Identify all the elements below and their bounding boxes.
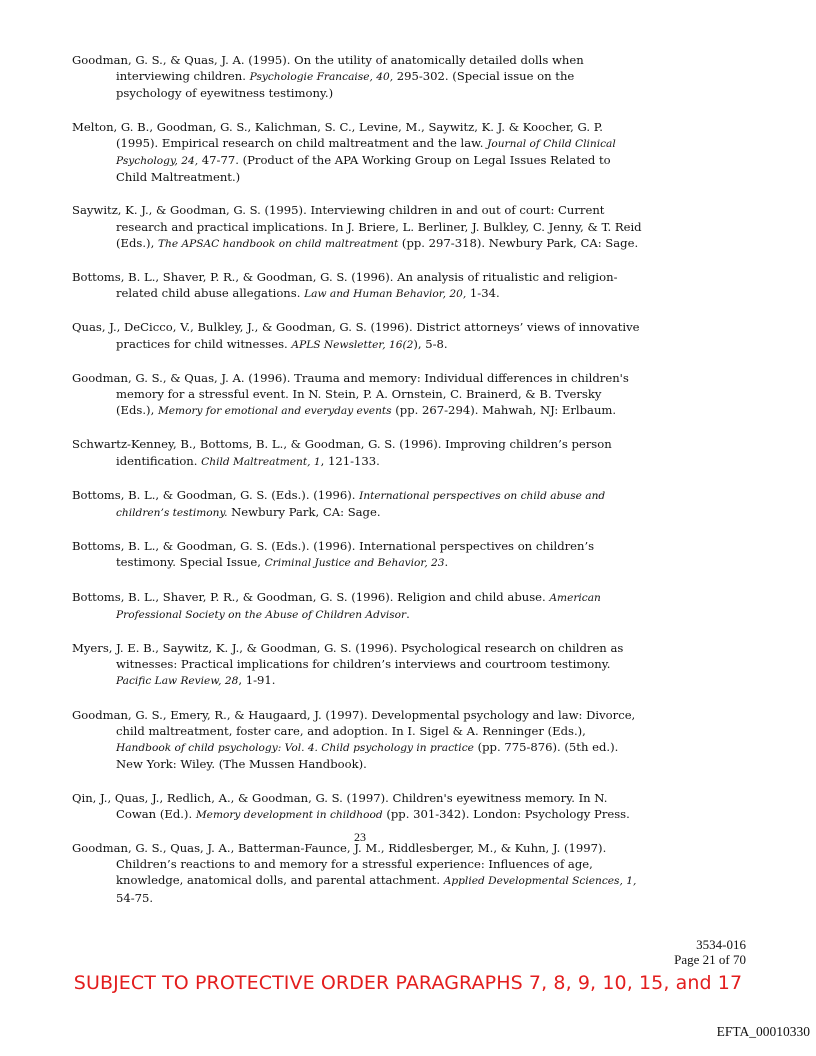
- reference-source: Journal of Child Clinical Psychology, 24,: [116, 137, 616, 168]
- reference-source: International perspectives on child abuse and children’s testimony.: [116, 489, 606, 520]
- reference-entry: [72, 436, 642, 469]
- reference-text-end: ), 5-8.: [413, 336, 448, 351]
- reference-text-end: 295-302. (Special issue on the psychology of eyewitness testimony.): [116, 69, 575, 101]
- reference-text-end: (pp. 267-294). Mahwah, NJ: Erlbaum.: [391, 403, 617, 418]
- reference-text: Goodman, G. S., Quas, J. A., Batterman-Faunce, J. M., Riddlesberger, M., & Kuhn, J. (1997). Children’s reactions to and memory for a stressful experience: Influences of age, knowledge, anatomical dolls, and parental attachment.: [72, 840, 607, 888]
- reference-source: Memory for emotional and everyday events: [157, 405, 392, 418]
- reference-text: Bottoms, B. L., Shaver, P. R., & Goodman, G. S. (1996). Religion and child abuse.: [72, 589, 550, 604]
- reference-text: Goodman, G. S., & Quas, J. A. (1995). On the utility of anatomically detailed dolls when interviewing children.: [72, 53, 584, 84]
- reference-entry: [72, 640, 642, 690]
- reference-text: Qin, J., Quas, J., Redlich, A., & Goodman, G. S. (1997). Children's eyewitness memory. In N. Cowan (Ed.).: [72, 790, 608, 821]
- reference-source: Memory development in childhood: [195, 808, 383, 821]
- reference-source: Child Maltreatment, 1: [201, 455, 321, 468]
- reference-source: Applied Developmental Sciences, 1,: [443, 875, 637, 888]
- reference-text-end: 47-77. (Product of the APA Working Group on Legal Issues Related to Child Maltreatment.): [116, 153, 611, 185]
- reference-entry: [72, 707, 642, 773]
- bates-number: 3534-016: [696, 937, 746, 952]
- protective-order-notice: SUBJECT TO PROTECTIVE ORDER PARAGRAPHS 7, 8, 9, 10, 15, and 17: [73, 972, 743, 994]
- reference-entry: [72, 790, 642, 823]
- reference-text-end: 54-75.: [116, 890, 154, 905]
- reference-text: Schwartz-Kenney, B., Bottoms, B. L., & Goodman, G. S. (1996). Improving children’s person identification.: [72, 437, 612, 468]
- reference-list: [72, 52, 642, 923]
- reference-entry: [72, 589, 642, 623]
- reference-text-end: , 1-91.: [238, 673, 276, 688]
- reference-source: American Professional Society on the Abuse of Children Advisor: [116, 591, 601, 621]
- reference-entry: [72, 538, 642, 571]
- reference-text: Saywitz, K. J., & Goodman, G. S. (1995). Interviewing children in and out of court: Current research and practical implications. In J. Briere, L. Berliner, J. Bulkley, C. Jenny, & T. Reid (Eds.),: [72, 203, 642, 250]
- reference-text: Myers, J. E. B., Saywitz, K. J., & Goodman, G. S. (1996). Psychological research on children as witnesses: Practical implications for children’s interviews and courtroom testimony.: [72, 641, 624, 672]
- reference-source: The APSAC handbook on child maltreatment: [157, 237, 399, 250]
- reference-entry: [72, 119, 642, 186]
- reference-source: Criminal Justice and Behavior, 23: [264, 557, 445, 570]
- reference-source: APLS Newsletter, 16(2: [291, 338, 414, 351]
- reference-entry: [72, 487, 642, 521]
- reference-text-end: .: [444, 555, 449, 570]
- reference-entry: [72, 840, 642, 906]
- reference-text: Bottoms, B. L., & Goodman, G. S. (Eds.). (1996). International perspectives on children’s testimony. Special Issue,: [72, 539, 595, 570]
- reference-source: Handbook of child psychology: Vol. 4. Child psychology in practice: [116, 742, 474, 755]
- reference-text-end: , 121-133.: [320, 453, 380, 468]
- reference-source: Pacific Law Review, 28: [116, 675, 239, 688]
- reference-text-end: Newbury Park, CA: Sage.: [227, 505, 381, 520]
- reference-entry: [72, 52, 642, 102]
- reference-text: Quas, J., DeCicco, V., Bulkley, J., & Goodman, G. S. (1996). District attorneys’ views of innovative practices for child witnesses.: [72, 320, 640, 351]
- reference-text-end: (pp. 775-876). (5th ed.). New York: Wiley. (The Mussen Handbook).: [116, 740, 619, 772]
- reference-text: Bottoms, B. L., Shaver, P. R., & Goodman, G. S. (1996). An analysis of ritualistic and religion-related child abuse allegations.: [72, 270, 618, 301]
- reference-entry: [72, 202, 642, 252]
- reference-entry: [72, 370, 642, 420]
- reference-text-end: (pp. 297-318). Newbury Park, CA: Sage.: [398, 235, 639, 250]
- page-number: 23: [354, 830, 366, 844]
- reference-text: Goodman, G. S., & Quas, J. A. (1996). Trauma and memory: Individual differences in children's memory for a stressful event. In N. Stein, P. A. Ornstein, C. Brainerd, & B. Tversky (Eds.),: [72, 370, 629, 418]
- reference-source: Psychologie Francaise, 40,: [249, 71, 394, 84]
- reference-source: Law and Human Behavior, 20,: [304, 288, 467, 301]
- reference-text: Bottoms, B. L., & Goodman, G. S. (Eds.). (1996).: [72, 487, 360, 502]
- reference-entry: [72, 319, 642, 352]
- reference-entry: [72, 269, 642, 302]
- reference-text: Goodman, G. S., Emery, R., & Haugaard, J. (1997). Developmental psychology and law: Divorce, child maltreatment, foster care, and adoption. In I. Sigel & A. Renninger (Eds.),: [72, 707, 636, 738]
- bates-stamp: [674, 937, 746, 967]
- reference-text-end: 1-34.: [466, 286, 500, 301]
- reference-text-end: .: [406, 606, 410, 621]
- reference-text-end: (pp. 301-342). London: Psychology Press.: [382, 806, 630, 821]
- efta-document-id: EFTA_00010330: [716, 1024, 810, 1039]
- page-of-count: Page 21 of 70: [674, 952, 746, 967]
- reference-text: Melton, G. B., Goodman, G. S., Kalichman, S. C., Levine, M., Saywitz, K. J. & Koocher, G. P. (1995). Empirical research on child maltreatment and the law.: [72, 119, 603, 150]
